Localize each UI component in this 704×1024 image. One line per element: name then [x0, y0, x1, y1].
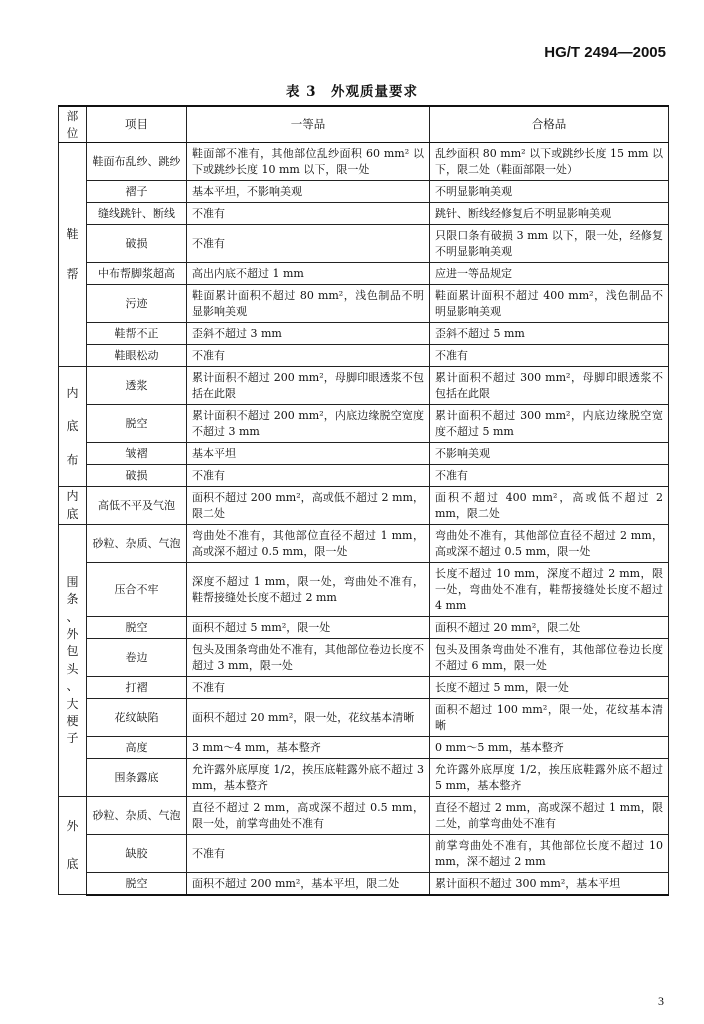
column-header-part: 部位 [59, 106, 87, 143]
first-grade-cell: 3 mm～4 mm，基本整齐 [187, 737, 430, 759]
item-cell: 缝线跳针、断线 [87, 203, 187, 225]
table-row [59, 563, 669, 617]
item-cell: 皱褶 [87, 443, 187, 465]
qualified-grade-cell: 乱纱面积 80 mm² 以下或跳纱长度 15 mm 以下，限二处（鞋面部限一处） [430, 143, 669, 181]
item-cell: 脱空 [87, 617, 187, 639]
first-grade-cell: 不准有 [187, 203, 430, 225]
part-char: 子 [66, 731, 79, 746]
qualified-grade-cell: 前掌弯曲处不准有，其他部位长度不超过 10 mm，深不超过 2 mm [430, 835, 669, 873]
qualified-grade-cell: 累计面积不超过 300 mm²，内底边缘脱空宽度不超过 5 mm [430, 405, 669, 443]
part-char: 底 [66, 419, 79, 434]
table-row [59, 737, 669, 759]
part-char: 头 [66, 661, 79, 676]
table-row [59, 367, 669, 405]
qualified-grade-cell: 弯曲处不准有，其他部位直径不超过 2 mm，高或深不超过 0.5 mm，限一处 [430, 525, 669, 563]
table-row [59, 873, 669, 895]
qualified-grade-cell: 累计面积不超过 300 mm²，基本平坦 [430, 873, 669, 895]
qualified-grade-cell: 不明显影响美观 [430, 181, 669, 203]
first-grade-cell: 直径不超过 2 mm，高或深不超过 0.5 mm，限一处，前掌弯曲处不准有 [187, 797, 430, 835]
first-grade-cell: 不准有 [187, 465, 430, 487]
part-char: 鞋 [66, 227, 79, 242]
qualified-grade-cell: 累计面积不超过 300 mm²，母脚印眼透浆不包括在此限 [430, 367, 669, 405]
part-char: 围 [66, 574, 79, 589]
qualified-grade-cell: 允许露外底厚度 1/2，挨压底鞋露外底不超过 5 mm，基本整齐 [430, 759, 669, 797]
first-grade-cell: 不准有 [187, 225, 430, 263]
first-grade-cell: 不准有 [187, 345, 430, 367]
first-grade-cell: 高出内底不超过 1 mm [187, 263, 430, 285]
qualified-grade-cell: 不影响美观 [430, 443, 669, 465]
qualified-grade-cell: 0 mm～5 mm，基本整齐 [430, 737, 669, 759]
part-char: 梗 [66, 714, 79, 729]
quality-requirements-table [58, 105, 669, 896]
item-cell: 花纹缺陷 [87, 699, 187, 737]
qualified-grade-cell: 鞋面累计面积不超过 400 mm²，浅色制品不明显影响美观 [430, 285, 669, 323]
part-cell-outsole [59, 797, 87, 895]
table-row [59, 525, 669, 563]
first-grade-cell: 鞋面累计面积不超过 80 mm²，浅色制品不明显影响美观 [187, 285, 430, 323]
part-char: 底 [66, 506, 79, 521]
table-row [59, 617, 669, 639]
item-cell: 脱空 [87, 405, 187, 443]
part-char: 布 [66, 452, 79, 467]
qualified-grade-cell: 长度不超过 5 mm，限一处 [430, 677, 669, 699]
column-header-item: 项目 [87, 106, 187, 143]
qualified-grade-cell: 直径不超过 2 mm，高或深不超过 1 mm，限二处，前掌弯曲处不准有 [430, 797, 669, 835]
qualified-grade-cell: 歪斜不超过 5 mm [430, 323, 669, 345]
column-header-qualified-grade: 合格品 [430, 106, 669, 143]
qualified-grade-cell: 包头及围条弯曲处不准有，其他部位卷边长度不超过 6 mm，限一处 [430, 639, 669, 677]
part-char: 帮 [66, 266, 79, 281]
item-cell: 压合不牢 [87, 563, 187, 617]
item-cell: 高度 [87, 737, 187, 759]
part-char: 底 [66, 856, 79, 871]
table-row [59, 835, 669, 873]
first-grade-cell: 基本平坦 [187, 443, 430, 465]
table-row [59, 345, 669, 367]
qualified-grade-cell: 面积不超过 20 mm²，限二处 [430, 617, 669, 639]
table-row [59, 225, 669, 263]
qualified-grade-cell: 长度不超过 10 mm，深度不超过 2 mm，限一处，弯曲处不准有，鞋帮接缝处长度不超过 4 mm [430, 563, 669, 617]
first-grade-cell: 面积不超过 200 mm²，基本平坦，限二处 [187, 873, 430, 895]
table-row [59, 405, 669, 443]
item-cell: 透浆 [87, 367, 187, 405]
item-cell: 砂粒、杂质、气泡 [87, 797, 187, 835]
item-cell: 缺胶 [87, 835, 187, 873]
table-title: 表 3 外观质量要求 [285, 84, 419, 100]
table-row [59, 677, 669, 699]
first-grade-cell: 深度不超过 1 mm，限一处，弯曲处不准有，鞋帮接缝处长度不超过 2 mm [187, 563, 430, 617]
table-row [59, 443, 669, 465]
qualified-grade-cell: 不准有 [430, 465, 669, 487]
table-row [59, 203, 669, 225]
part-char: 外 [66, 627, 79, 642]
table-row [59, 797, 669, 835]
part-cell-shoe-upper [59, 143, 87, 367]
item-cell: 褶子 [87, 181, 187, 203]
first-grade-cell: 基本平坦，不影响美观 [187, 181, 430, 203]
table-row [59, 263, 669, 285]
part-char: 内 [66, 385, 79, 400]
item-cell: 卷边 [87, 639, 187, 677]
part-char: 大 [66, 696, 79, 711]
first-grade-cell: 面积不超过 5 mm²，限一处 [187, 617, 430, 639]
item-cell: 高低不平及气泡 [87, 487, 187, 525]
part-char: 内 [66, 489, 79, 504]
item-cell: 破损 [87, 225, 187, 263]
part-char: 包 [66, 644, 79, 659]
table-row [59, 323, 669, 345]
page-number: 3 [658, 994, 664, 1008]
table-row [59, 639, 669, 677]
first-grade-cell: 不准有 [187, 835, 430, 873]
item-cell: 围条露底 [87, 759, 187, 797]
table-row [59, 699, 669, 737]
part-char: 、 [66, 609, 79, 624]
table-row [59, 487, 669, 525]
part-cell-strip [59, 525, 87, 797]
part-cell-inner-outsole [59, 487, 87, 525]
qualified-grade-cell: 跳针、断线经修复后不明显影响美观 [430, 203, 669, 225]
first-grade-cell: 面积不超过 200 mm²，高或低不超过 2 mm，限二处 [187, 487, 430, 525]
first-grade-cell: 歪斜不超过 3 mm [187, 323, 430, 345]
item-cell: 打褶 [87, 677, 187, 699]
table-header-row [59, 106, 669, 143]
first-grade-cell: 包头及围条弯曲处不准有，其他部位卷边长度不超过 3 mm，限一处 [187, 639, 430, 677]
qualified-grade-cell: 不准有 [430, 345, 669, 367]
qualified-grade-cell: 面积不超过 400 mm²，高或低不超过 2 mm，限二处 [430, 487, 669, 525]
part-char: 条 [66, 592, 79, 607]
qualified-grade-cell: 只限口条有破损 3 mm 以下，限一处，经修复不明显影响美观 [430, 225, 669, 263]
part-char: 、 [66, 679, 79, 694]
first-grade-cell: 允许露外底厚度 1/2，挨压底鞋露外底不超过 3 mm，基本整齐 [187, 759, 430, 797]
item-cell: 破损 [87, 465, 187, 487]
table-row [59, 285, 669, 323]
table-row [59, 143, 669, 181]
item-cell: 中布帮脚浆超高 [87, 263, 187, 285]
first-grade-cell: 累计面积不超过 200 mm²，内底边缘脱空宽度不超过 3 mm [187, 405, 430, 443]
qualified-grade-cell: 面积不超过 100 mm²，限一处，花纹基本清晰 [430, 699, 669, 737]
first-grade-cell: 鞋面部不准有，其他部位乱纱面积 60 mm² 以下或跳纱长度 10 mm 以下，限一处 [187, 143, 430, 181]
item-cell: 砂粒、杂质、气泡 [87, 525, 187, 563]
standard-code: HG/T 2494—2005 [544, 44, 666, 61]
item-cell: 脱空 [87, 873, 187, 895]
column-header-first-grade: 一等品 [187, 106, 430, 143]
first-grade-cell: 弯曲处不准有，其他部位直径不超过 1 mm，高或深不超过 0.5 mm，限一处 [187, 525, 430, 563]
first-grade-cell: 累计面积不超过 200 mm²，母脚印眼透浆不包括在此限 [187, 367, 430, 405]
first-grade-cell: 不准有 [187, 677, 430, 699]
qualified-grade-cell: 应进一等品规定 [430, 263, 669, 285]
table-row [59, 465, 669, 487]
first-grade-cell: 面积不超过 20 mm²，限一处，花纹基本清晰 [187, 699, 430, 737]
item-cell: 鞋帮不正 [87, 323, 187, 345]
item-cell: 鞋面布乱纱、跳纱 [87, 143, 187, 181]
part-char: 外 [66, 819, 79, 834]
table-row [59, 759, 669, 797]
item-cell: 鞋眼松动 [87, 345, 187, 367]
part-cell-inner-sole [59, 367, 87, 487]
table-row [59, 181, 669, 203]
item-cell: 污迹 [87, 285, 187, 323]
